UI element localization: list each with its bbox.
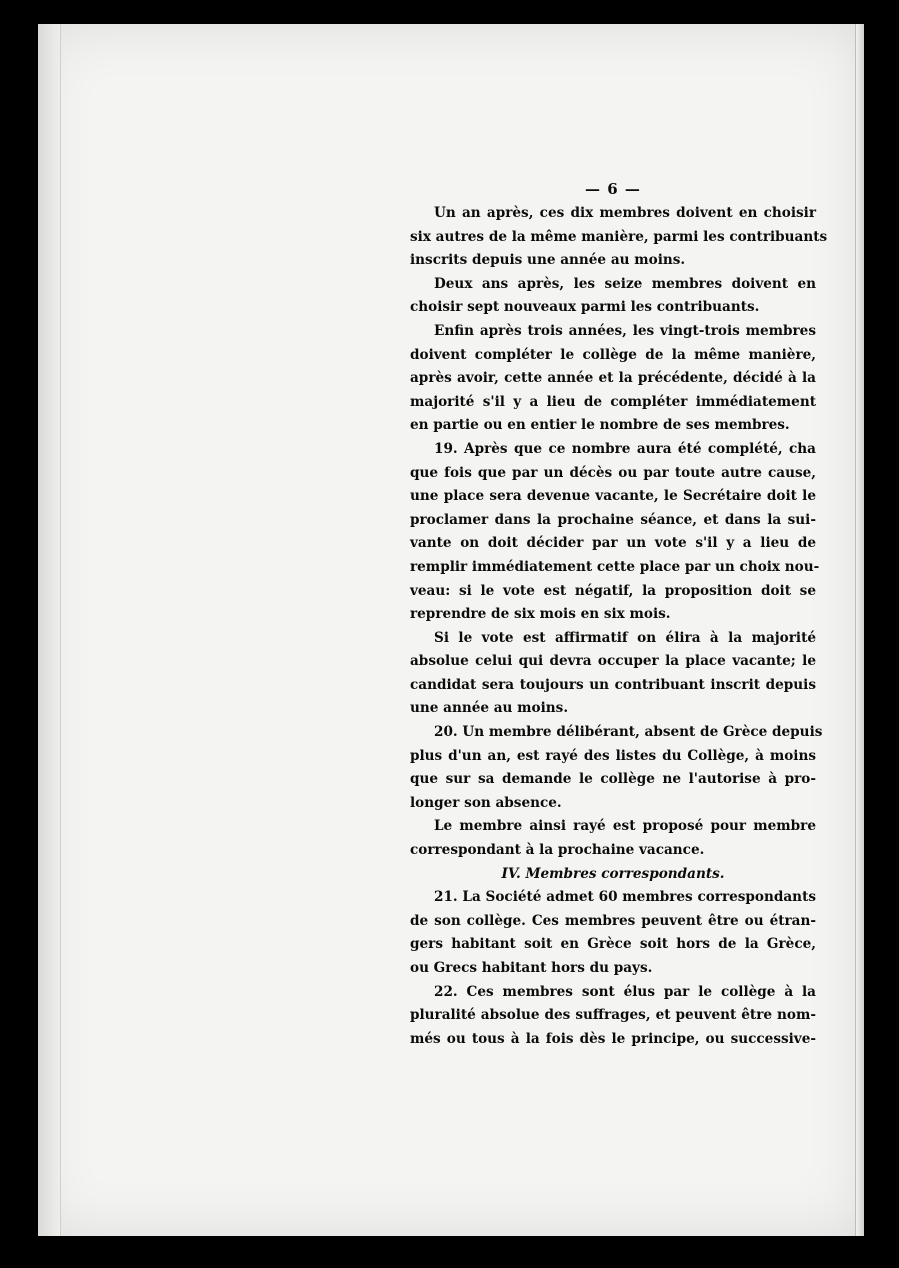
text-line: inscrits depuis une année au moins. bbox=[410, 252, 686, 269]
text-line: en partie ou en entier le nombre de ses membres. bbox=[410, 417, 790, 434]
text-line: vante on doit décider par un vote s'il y a lieu de bbox=[410, 535, 816, 552]
text-line: majorité s'il y a lieu de compléter immédiatement bbox=[410, 393, 816, 410]
page-right-edge bbox=[855, 24, 864, 1236]
text-line: doivent compléter le collège de la même manière, bbox=[410, 346, 816, 363]
text-line: Enfin après trois années, les vingt-trois membres bbox=[434, 322, 816, 339]
text-line: 21. La Société admet 60 membres correspondants bbox=[434, 889, 816, 906]
text-line: Le membre ainsi rayé est proposé pour membre bbox=[434, 818, 816, 835]
text-line: 22. Ces membres sont élus par le collège à la bbox=[434, 983, 816, 1000]
text-line: une place sera devenue vacante, le Secrétaire doit le bbox=[410, 488, 816, 505]
page-left-edge bbox=[38, 24, 61, 1236]
text-line: pluralité absolue des suffrages, et peuvent être nom- bbox=[410, 1007, 816, 1024]
text-line: de son collège. Ces membres peuvent être ou étran- bbox=[410, 912, 816, 929]
text-line: Si le vote est affirmatif on élira à la majorité bbox=[434, 629, 816, 646]
text-line: que fois que par un décès ou par toute autre cause, bbox=[410, 464, 816, 481]
document-page bbox=[38, 24, 864, 1236]
text-line: més ou tous à la fois dès le principe, ou successive- bbox=[410, 1030, 816, 1047]
text-line: veau: si le vote est négatif, la proposition doit se bbox=[410, 582, 816, 599]
text-line: après avoir, cette année et la précédente, décidé à la bbox=[410, 370, 816, 387]
text-line: gers habitant soit en Grèce soit hors de la Grèce, bbox=[410, 936, 816, 953]
text-line: absolue celui qui devra occuper la place vacante; le bbox=[410, 653, 816, 670]
text-line: ou Grecs habitant hors du pays. bbox=[410, 960, 653, 976]
text-line: plus d'un an, est rayé des listes du Collège, à moins bbox=[410, 747, 816, 764]
text-line: une année au moins. bbox=[410, 700, 569, 717]
text-line: correspondant à la prochaine vacance. bbox=[410, 842, 705, 859]
text-lines bbox=[410, 202, 828, 1051]
text-line: candidat sera toujours un contribuant inscrit depuis bbox=[410, 676, 816, 693]
text-line: IV. Membres correspondants. bbox=[501, 865, 725, 882]
text-line: proclamer dans la prochaine séance, et dans la sui- bbox=[410, 511, 816, 528]
text-line: 20. Un membre délibérant, absent de Grèce depuis bbox=[434, 724, 823, 741]
text-line: longer son absence. bbox=[410, 794, 562, 811]
text-line: six autres de la même manière, parmi les contribuants bbox=[410, 228, 828, 245]
page-number: — 6 — bbox=[585, 180, 641, 198]
text-line: remplir immédiatement cette place par un choix nou- bbox=[410, 558, 820, 575]
text-line: 19. Après que ce nombre aura été complété, cha bbox=[434, 440, 816, 457]
text-line: Deux ans après, les seize membres doivent en bbox=[434, 275, 816, 292]
text-line: choisir sept nouveaux parmi les contribuants. bbox=[410, 299, 760, 316]
text-line: reprendre de six mois en six mois. bbox=[410, 606, 671, 623]
text-line: Un an après, ces dix membres doivent en choisir bbox=[434, 205, 816, 221]
body-text bbox=[410, 176, 828, 1051]
text-line: que sur sa demande le collège ne l'autorise à pro- bbox=[410, 771, 816, 788]
